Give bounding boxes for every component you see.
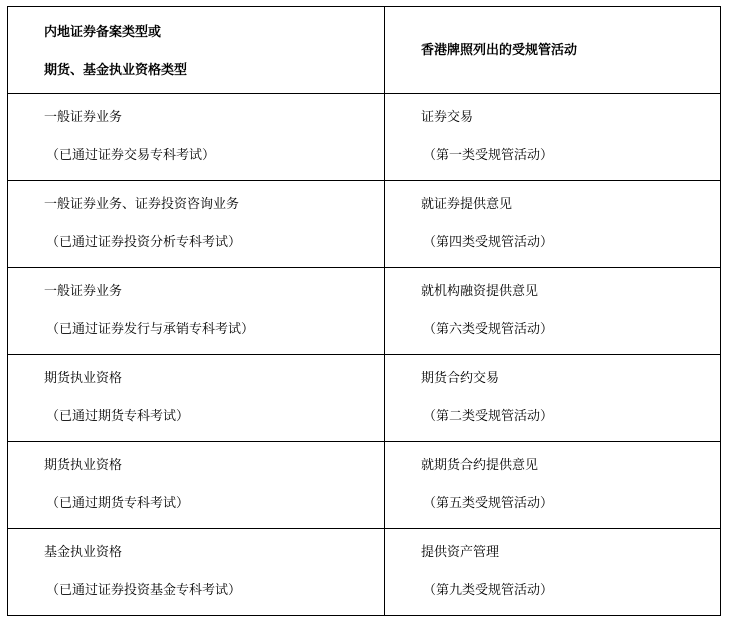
activity-type-note: （第一类受规管活动） — [423, 148, 554, 163]
mainland-type-label: 期货执业资格 — [44, 458, 123, 473]
header-left-line2: 期货、基金执业资格类型 — [44, 63, 188, 78]
hk-activity-label: 就机构融资提供意见 — [421, 284, 539, 299]
hk-activity-cell — [385, 529, 721, 616]
mainland-type-label: 一般证券业务 — [44, 110, 123, 125]
exam-note: （已通过期货专科考试） — [46, 496, 190, 511]
hk-activity-label: 就期货合约提供意见 — [421, 458, 539, 473]
hk-activity-label: 就证券提供意见 — [421, 197, 513, 212]
activity-type-note: （第五类受规管活动） — [423, 496, 554, 511]
header-cell-mainland-type — [8, 7, 385, 94]
mainland-type-cell — [8, 529, 385, 616]
header-right-text: 香港牌照列出的受规管活动 — [421, 43, 578, 58]
table-row — [8, 529, 721, 616]
table-header-row — [8, 7, 721, 94]
hk-activity-cell — [385, 94, 721, 181]
hk-activity-cell — [385, 442, 721, 529]
hk-activity-label: 提供资产管理 — [421, 545, 500, 560]
activity-type-note: （第九类受规管活动） — [423, 583, 554, 598]
activity-type-note: （第四类受规管活动） — [423, 235, 554, 250]
mainland-type-label: 基金执业资格 — [44, 545, 123, 560]
header-cell-hk-activity — [385, 7, 721, 94]
exam-note: （已通过证券发行与承销专科考试） — [46, 322, 255, 337]
activity-type-note: （第二类受规管活动） — [423, 409, 554, 424]
table-row — [8, 355, 721, 442]
exam-note: （已通过证券投资分析专科考试） — [46, 235, 242, 250]
mainland-type-cell — [8, 268, 385, 355]
mainland-type-label: 期货执业资格 — [44, 371, 123, 386]
hk-activity-cell — [385, 355, 721, 442]
table-row — [8, 181, 721, 268]
hk-activity-cell — [385, 181, 721, 268]
hk-activity-cell — [385, 268, 721, 355]
mainland-type-cell — [8, 355, 385, 442]
mainland-type-cell — [8, 442, 385, 529]
hk-activity-label: 期货合约交易 — [421, 371, 500, 386]
table-row — [8, 94, 721, 181]
table-row — [8, 268, 721, 355]
mainland-type-label: 一般证券业务、证券投资咨询业务 — [44, 197, 240, 212]
mainland-type-cell — [8, 94, 385, 181]
exam-note: （已通过证券投资基金专科考试） — [46, 583, 242, 598]
hk-activity-label: 证券交易 — [421, 110, 474, 125]
table-row — [8, 442, 721, 529]
exam-note: （已通过证券交易专科考试） — [46, 148, 216, 163]
exam-note: （已通过期货专科考试） — [46, 409, 190, 424]
activity-type-note: （第六类受规管活动） — [423, 322, 554, 337]
header-left-line1: 内地证券备案类型或 — [44, 25, 162, 40]
mainland-type-label: 一般证券业务 — [44, 284, 123, 299]
mainland-type-cell — [8, 181, 385, 268]
license-mapping-table — [7, 6, 721, 616]
